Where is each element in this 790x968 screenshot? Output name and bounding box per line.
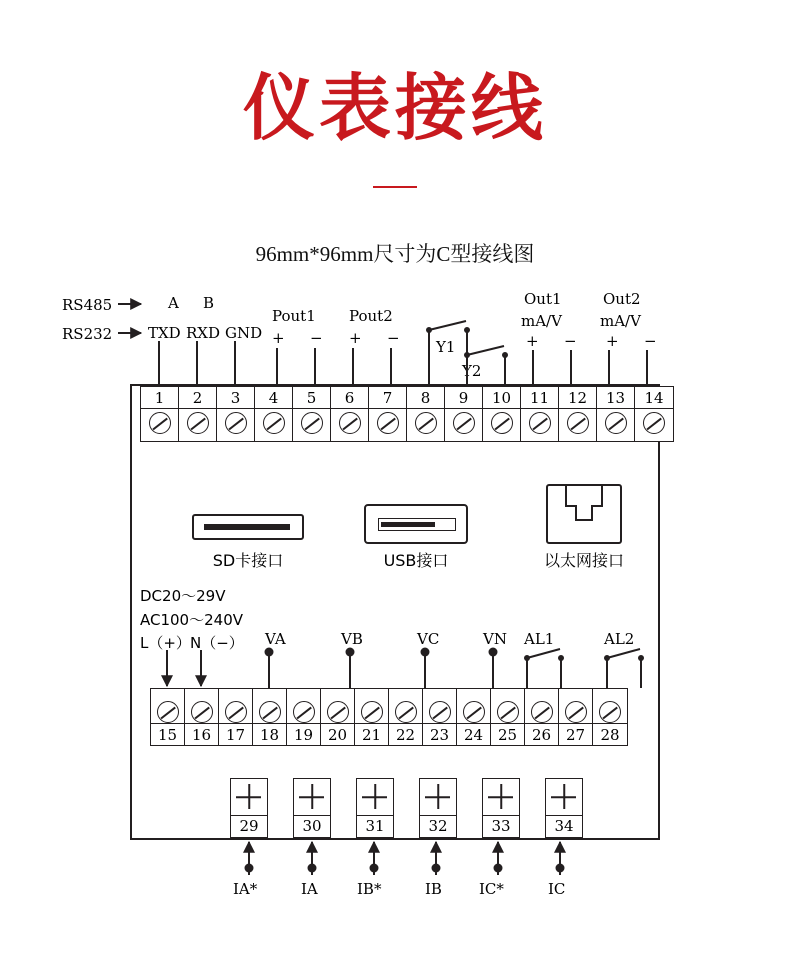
- label-rxd: RXD: [186, 324, 220, 342]
- terminal-26[interactable]: 26: [525, 689, 559, 745]
- label-va: VA: [265, 630, 286, 648]
- terminal-17[interactable]: 17: [219, 689, 253, 745]
- label-ic-star: IC*: [479, 880, 504, 898]
- ct-screw-icon: [482, 778, 520, 816]
- label-ia-star: IA*: [233, 880, 258, 898]
- label-y1: Y1: [436, 338, 456, 356]
- label-txd: TXD: [148, 324, 181, 342]
- label-ib: IB: [425, 880, 442, 898]
- screw-icon: [529, 412, 551, 434]
- screw-icon: [643, 412, 665, 434]
- ethernet-port[interactable]: [546, 484, 622, 544]
- mid-terminal-strip: [150, 688, 628, 746]
- label-dc-range: DC20～29V: [140, 587, 226, 605]
- terminal-30[interactable]: 30: [293, 778, 331, 838]
- label-y2: Y2: [462, 362, 482, 380]
- terminal-19[interactable]: 19: [287, 689, 321, 745]
- terminal-25[interactable]: 25: [491, 689, 525, 745]
- label-b: B: [203, 294, 215, 312]
- screw-icon: [463, 701, 485, 723]
- label-out2-unit: mA/V: [600, 312, 641, 330]
- screw-icon: [377, 412, 399, 434]
- sd-card-port-label: SD卡接口: [212, 551, 284, 570]
- terminal-1[interactable]: 1: [141, 387, 179, 441]
- terminal-5[interactable]: 5: [293, 387, 331, 441]
- screw-icon: [531, 701, 553, 723]
- screw-icon: [187, 412, 209, 434]
- terminal-21[interactable]: 21: [355, 689, 389, 745]
- terminal-4[interactable]: 4: [255, 387, 293, 441]
- screw-icon: [327, 701, 349, 723]
- screw-icon: [429, 701, 451, 723]
- label-out1-plus: +: [526, 332, 539, 350]
- label-out2-plus: +: [606, 332, 619, 350]
- label-pout2-minus: −: [387, 329, 400, 347]
- screw-icon: [605, 412, 627, 434]
- terminal-33[interactable]: 33: [482, 778, 520, 838]
- page-title: 仪表接线: [242, 66, 547, 150]
- terminal-34[interactable]: 34: [545, 778, 583, 838]
- terminal-3[interactable]: 3: [217, 387, 255, 441]
- terminal-9[interactable]: 9: [445, 387, 483, 441]
- label-l-terminal: L（+）: [140, 634, 191, 652]
- screw-icon: [293, 701, 315, 723]
- screw-icon: [453, 412, 475, 434]
- ct-terminal-strip: [230, 778, 583, 838]
- label-vc: VC: [417, 630, 440, 648]
- screw-icon: [361, 701, 383, 723]
- label-out2-minus: −: [644, 332, 657, 350]
- terminal-2[interactable]: 2: [179, 387, 217, 441]
- terminal-28[interactable]: 28: [593, 689, 627, 745]
- label-pout1-minus: −: [310, 329, 323, 347]
- terminal-27[interactable]: 27: [559, 689, 593, 745]
- ct-screw-icon: [230, 778, 268, 816]
- screw-icon: [415, 412, 437, 434]
- label-out1-unit: mA/V: [521, 312, 562, 330]
- label-a: A: [168, 294, 179, 312]
- sd-card-port[interactable]: [192, 514, 304, 540]
- screw-icon: [339, 412, 361, 434]
- label-rs485: RS485: [62, 296, 113, 314]
- label-pout1-plus: +: [272, 329, 285, 347]
- screw-icon: [497, 701, 519, 723]
- label-pout2: Pout2: [349, 307, 393, 325]
- screw-icon: [149, 412, 171, 434]
- label-out2: Out2: [603, 290, 641, 308]
- terminal-8[interactable]: 8: [407, 387, 445, 441]
- terminal-13[interactable]: 13: [597, 387, 635, 441]
- screw-icon: [567, 412, 589, 434]
- label-rs232: RS232: [62, 325, 113, 343]
- label-ac-range: AC100～240V: [140, 611, 243, 629]
- usb-port-inner: [378, 518, 456, 531]
- label-al2: AL2: [604, 630, 635, 648]
- usb-port-label: USB接口: [383, 551, 449, 570]
- terminal-23[interactable]: 23: [423, 689, 457, 745]
- terminal-16[interactable]: 16: [185, 689, 219, 745]
- screw-icon: [565, 701, 587, 723]
- terminal-7[interactable]: 7: [369, 387, 407, 441]
- screw-icon: [225, 412, 247, 434]
- label-out1: Out1: [524, 290, 562, 308]
- terminal-14[interactable]: 14: [635, 387, 673, 441]
- screw-icon: [491, 412, 513, 434]
- label-vb: VB: [341, 630, 363, 648]
- label-pout2-plus: +: [349, 329, 362, 347]
- top-terminal-strip: [140, 386, 674, 442]
- label-ib-star: IB*: [357, 880, 382, 898]
- terminal-32[interactable]: 32: [419, 778, 457, 838]
- screw-icon: [301, 412, 323, 434]
- screw-icon: [395, 701, 417, 723]
- terminal-20[interactable]: 20: [321, 689, 355, 745]
- diagram-subtitle: 96mm*96mm尺寸为C型接线图: [255, 242, 535, 266]
- terminal-11[interactable]: 11: [521, 387, 559, 441]
- screw-icon: [599, 701, 621, 723]
- label-vn: VN: [483, 630, 507, 648]
- ct-screw-icon: [356, 778, 394, 816]
- terminal-22[interactable]: 22: [389, 689, 423, 745]
- label-gnd: GND: [225, 324, 263, 342]
- terminal-29[interactable]: 29: [230, 778, 268, 838]
- label-out1-minus: −: [564, 332, 577, 350]
- terminal-31[interactable]: 31: [356, 778, 394, 838]
- label-al1: AL1: [524, 630, 555, 648]
- label-n-terminal: N（−）: [190, 634, 244, 652]
- ct-screw-icon: [293, 778, 331, 816]
- screw-icon: [225, 701, 247, 723]
- screw-icon: [259, 701, 281, 723]
- terminal-24[interactable]: 24: [457, 689, 491, 745]
- screw-icon: [157, 701, 179, 723]
- label-pout1: Pout1: [272, 307, 316, 325]
- terminal-6[interactable]: 6: [331, 387, 369, 441]
- ct-screw-icon: [545, 778, 583, 816]
- label-ic: IC: [548, 880, 566, 898]
- terminal-15[interactable]: 15: [151, 689, 185, 745]
- terminal-18[interactable]: 18: [253, 689, 287, 745]
- screw-icon: [191, 701, 213, 723]
- terminal-10[interactable]: 10: [483, 387, 521, 441]
- ct-screw-icon: [419, 778, 457, 816]
- terminal-12[interactable]: 12: [559, 387, 597, 441]
- label-ia: IA: [301, 880, 318, 898]
- ethernet-port-label: 以太网接口: [543, 551, 624, 570]
- usb-port[interactable]: [364, 504, 468, 544]
- screw-icon: [263, 412, 285, 434]
